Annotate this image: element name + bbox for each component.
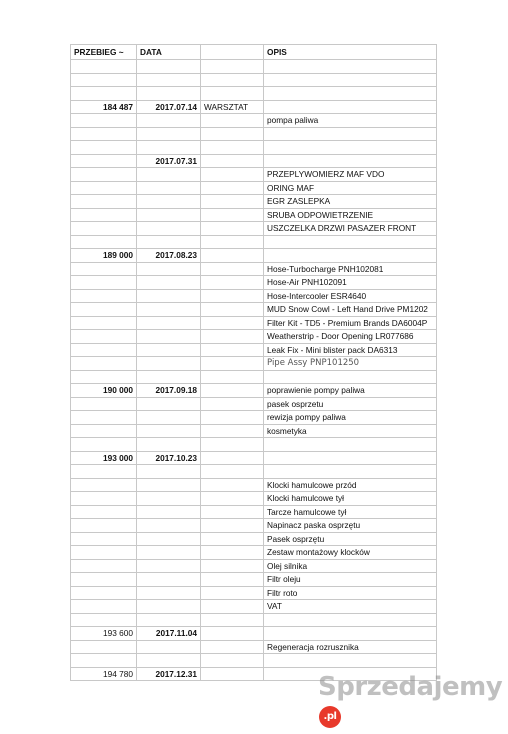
date-cell — [137, 654, 201, 668]
mileage-cell — [71, 573, 137, 587]
date-cell — [137, 478, 201, 492]
note-cell — [201, 73, 264, 87]
description-cell: Pipe Assy PNP101250 — [264, 357, 437, 371]
table-row — [71, 370, 437, 384]
date-cell — [137, 168, 201, 182]
table-row — [71, 492, 437, 506]
mileage-cell — [71, 154, 137, 168]
date-cell — [137, 87, 201, 101]
note-cell — [201, 465, 264, 479]
note-cell — [201, 303, 264, 317]
mileage-cell — [71, 303, 137, 317]
note-cell — [201, 532, 264, 546]
mileage-cell — [71, 73, 137, 87]
date-cell — [137, 127, 201, 141]
table-row — [71, 181, 437, 195]
date-cell: 2017.10.23 — [137, 451, 201, 465]
description-cell: Pasek osprzętu — [264, 532, 437, 546]
description-cell: EGR ZASLEPKA — [264, 195, 437, 209]
mileage-cell — [71, 546, 137, 560]
table-row — [71, 114, 437, 128]
note-cell — [201, 492, 264, 506]
note-cell — [201, 640, 264, 654]
mileage-cell — [71, 343, 137, 357]
note-cell — [201, 600, 264, 614]
note-cell: WARSZTAT — [201, 100, 264, 114]
description-cell: kosmetyka — [264, 424, 437, 438]
mileage-cell — [71, 492, 137, 506]
description-cell — [264, 654, 437, 668]
note-cell — [201, 262, 264, 276]
description-cell: Regeneracja rozrusznika — [264, 640, 437, 654]
description-cell — [264, 249, 437, 263]
table-row — [71, 397, 437, 411]
header-description: OPIS — [264, 45, 437, 60]
date-cell: 2017.11.04 — [137, 627, 201, 641]
note-cell — [201, 343, 264, 357]
table-row — [71, 640, 437, 654]
note-cell — [201, 276, 264, 290]
mileage-cell — [71, 114, 137, 128]
note-cell — [201, 384, 264, 398]
date-cell: 2017.07.14 — [137, 100, 201, 114]
description-cell: pompa paliwa — [264, 114, 437, 128]
mileage-cell — [71, 262, 137, 276]
description-cell: USZCZELKA DRZWI PASAZER FRONT — [264, 222, 437, 236]
mileage-cell — [71, 289, 137, 303]
date-cell — [137, 573, 201, 587]
note-cell — [201, 451, 264, 465]
description-cell: rewizja pompy paliwa — [264, 411, 437, 425]
note-cell — [201, 559, 264, 573]
mileage-cell — [71, 532, 137, 546]
mileage-cell — [71, 330, 137, 344]
note-cell — [201, 114, 264, 128]
mileage-cell — [71, 438, 137, 452]
description-cell: Filtr oleju — [264, 573, 437, 587]
table-row — [71, 586, 437, 600]
table-row — [71, 546, 437, 560]
table-row — [71, 262, 437, 276]
mileage-cell — [71, 141, 137, 155]
table-row — [71, 519, 437, 533]
note-cell — [201, 181, 264, 195]
description-cell — [264, 100, 437, 114]
header-date: DATA — [137, 45, 201, 60]
description-cell — [264, 370, 437, 384]
date-cell — [137, 181, 201, 195]
date-cell — [137, 330, 201, 344]
date-cell — [137, 519, 201, 533]
mileage-cell: 193 600 — [71, 627, 137, 641]
date-cell — [137, 505, 201, 519]
note-cell — [201, 208, 264, 222]
note-cell — [201, 586, 264, 600]
table-row — [71, 87, 437, 101]
date-cell — [137, 222, 201, 236]
date-cell: 2017.12.31 — [137, 667, 201, 681]
description-cell: Filter Kit - TD5 - Premium Brands DA6004P — [264, 316, 437, 330]
note-cell — [201, 141, 264, 155]
date-cell: 2017.08.23 — [137, 249, 201, 263]
description-cell: Klocki hamulcowe tył — [264, 492, 437, 506]
mileage-cell — [71, 478, 137, 492]
date-cell — [137, 114, 201, 128]
table-row — [71, 384, 437, 398]
table-row — [71, 600, 437, 614]
mileage-cell — [71, 505, 137, 519]
date-cell — [137, 60, 201, 74]
date-cell: 2017.07.31 — [137, 154, 201, 168]
date-cell — [137, 546, 201, 560]
mileage-cell — [71, 276, 137, 290]
note-cell — [201, 316, 264, 330]
date-cell — [137, 262, 201, 276]
description-cell: Leak Fix - Mini blister pack DA6313 — [264, 343, 437, 357]
table-row — [71, 627, 437, 641]
table-row — [71, 316, 437, 330]
header-blank — [201, 45, 264, 60]
date-cell — [137, 316, 201, 330]
date-cell — [137, 438, 201, 452]
note-cell — [201, 667, 264, 681]
description-cell — [264, 73, 437, 87]
table-row — [71, 451, 437, 465]
service-history-table — [70, 44, 437, 681]
sprzedajemy-watermark — [318, 672, 508, 734]
mileage-cell: 193 000 — [71, 451, 137, 465]
date-cell — [137, 289, 201, 303]
mileage-cell — [71, 397, 137, 411]
date-cell — [137, 465, 201, 479]
table-row — [71, 168, 437, 182]
note-cell — [201, 87, 264, 101]
table-row — [71, 357, 437, 371]
header-mileage: PRZEBIEG ~ — [71, 45, 137, 60]
mileage-cell — [71, 465, 137, 479]
mileage-cell — [71, 640, 137, 654]
table-row — [71, 222, 437, 236]
description-cell — [264, 154, 437, 168]
description-cell — [264, 87, 437, 101]
note-cell — [201, 195, 264, 209]
mileage-cell: 184 487 — [71, 100, 137, 114]
note-cell — [201, 249, 264, 263]
table-row — [71, 154, 437, 168]
note-cell — [201, 330, 264, 344]
description-cell: Hose-Intercooler ESR4640 — [264, 289, 437, 303]
date-cell — [137, 559, 201, 573]
date-cell: 2017.09.18 — [137, 384, 201, 398]
mileage-cell — [71, 168, 137, 182]
table-row — [71, 573, 437, 587]
table-row — [71, 60, 437, 74]
mileage-cell — [71, 424, 137, 438]
mileage-cell: 190 000 — [71, 384, 137, 398]
table-row — [71, 141, 437, 155]
table-row — [71, 249, 437, 263]
table-row — [71, 289, 437, 303]
note-cell — [201, 154, 264, 168]
mileage-cell — [71, 519, 137, 533]
description-cell — [264, 60, 437, 74]
date-cell — [137, 532, 201, 546]
description-cell: Weatherstrip - Door Opening LR077686 — [264, 330, 437, 344]
note-cell — [201, 289, 264, 303]
mileage-cell — [71, 559, 137, 573]
note-cell — [201, 654, 264, 668]
description-cell: Hose-Turbocharge PNH102081 — [264, 262, 437, 276]
mileage-cell — [71, 222, 137, 236]
date-cell — [137, 141, 201, 155]
mileage-cell — [71, 208, 137, 222]
date-cell — [137, 424, 201, 438]
mileage-cell — [71, 127, 137, 141]
description-cell — [264, 438, 437, 452]
date-cell — [137, 343, 201, 357]
table-row — [71, 127, 437, 141]
description-cell — [264, 627, 437, 641]
date-cell — [137, 600, 201, 614]
date-cell — [137, 357, 201, 371]
mileage-cell — [71, 613, 137, 627]
mileage-cell — [71, 600, 137, 614]
description-cell: Filtr roto — [264, 586, 437, 600]
table-row — [71, 73, 437, 87]
table-row — [71, 303, 437, 317]
table-row — [71, 478, 437, 492]
mileage-cell: 194 780 — [71, 667, 137, 681]
table-row — [71, 411, 437, 425]
description-cell: SRUBA ODPOWIETRZENIE — [264, 208, 437, 222]
table-row — [71, 465, 437, 479]
table-row — [71, 343, 437, 357]
table-row — [71, 424, 437, 438]
note-cell — [201, 222, 264, 236]
mileage-cell — [71, 586, 137, 600]
description-cell — [264, 235, 437, 249]
mileage-cell — [71, 60, 137, 74]
table-row — [71, 532, 437, 546]
description-cell — [264, 613, 437, 627]
date-cell — [137, 613, 201, 627]
note-cell — [201, 505, 264, 519]
mileage-cell — [71, 654, 137, 668]
note-cell — [201, 235, 264, 249]
note-cell — [201, 424, 264, 438]
description-cell: PRZEPLYWOMIERZ MAF VDO — [264, 168, 437, 182]
mileage-cell — [71, 411, 137, 425]
date-cell — [137, 640, 201, 654]
description-cell — [264, 451, 437, 465]
date-cell — [137, 492, 201, 506]
description-cell — [264, 127, 437, 141]
description-cell: VAT — [264, 600, 437, 614]
table-row — [71, 613, 437, 627]
description-cell: Zestaw montażowy klocków — [264, 546, 437, 560]
note-cell — [201, 357, 264, 371]
mileage-cell — [71, 370, 137, 384]
note-cell — [201, 519, 264, 533]
date-cell — [137, 370, 201, 384]
table-row — [71, 438, 437, 452]
description-cell: MUD Snow Cowl - Left Hand Drive PM1202 — [264, 303, 437, 317]
table-row — [71, 276, 437, 290]
date-cell — [137, 303, 201, 317]
mileage-cell — [71, 316, 137, 330]
note-cell — [201, 168, 264, 182]
mileage-cell — [71, 235, 137, 249]
note-cell — [201, 613, 264, 627]
description-cell: poprawienie pompy paliwa — [264, 384, 437, 398]
note-cell — [201, 573, 264, 587]
description-cell: Tarcze hamulcowe tył — [264, 505, 437, 519]
note-cell — [201, 411, 264, 425]
mileage-cell: 189 000 — [71, 249, 137, 263]
date-cell — [137, 276, 201, 290]
description-cell: ORING MAF — [264, 181, 437, 195]
note-cell — [201, 627, 264, 641]
date-cell — [137, 73, 201, 87]
description-cell: Klocki hamulcowe przód — [264, 478, 437, 492]
description-cell: pasek osprzetu — [264, 397, 437, 411]
description-cell: Hose-Air PNH102091 — [264, 276, 437, 290]
note-cell — [201, 127, 264, 141]
date-cell — [137, 195, 201, 209]
description-cell: Olej silnika — [264, 559, 437, 573]
table-row — [71, 100, 437, 114]
note-cell — [201, 370, 264, 384]
table-row — [71, 235, 437, 249]
date-cell — [137, 208, 201, 222]
note-cell — [201, 478, 264, 492]
mileage-cell — [71, 195, 137, 209]
note-cell — [201, 397, 264, 411]
table-row — [71, 654, 437, 668]
mileage-cell — [71, 181, 137, 195]
note-cell — [201, 60, 264, 74]
date-cell — [137, 586, 201, 600]
table-row — [71, 208, 437, 222]
note-cell — [201, 546, 264, 560]
note-cell — [201, 438, 264, 452]
table-row — [71, 559, 437, 573]
mileage-cell — [71, 87, 137, 101]
table-row — [71, 195, 437, 209]
description-cell: Napinacz paska osprzętu — [264, 519, 437, 533]
date-cell — [137, 397, 201, 411]
date-cell — [137, 235, 201, 249]
date-cell — [137, 411, 201, 425]
table-row — [71, 330, 437, 344]
watermark-text: Sprzedajemy — [318, 672, 503, 702]
mileage-cell — [71, 357, 137, 371]
watermark-badge: .pl — [319, 706, 341, 728]
table-row — [71, 505, 437, 519]
description-cell — [264, 141, 437, 155]
table-header-row — [71, 45, 437, 60]
description-cell — [264, 465, 437, 479]
